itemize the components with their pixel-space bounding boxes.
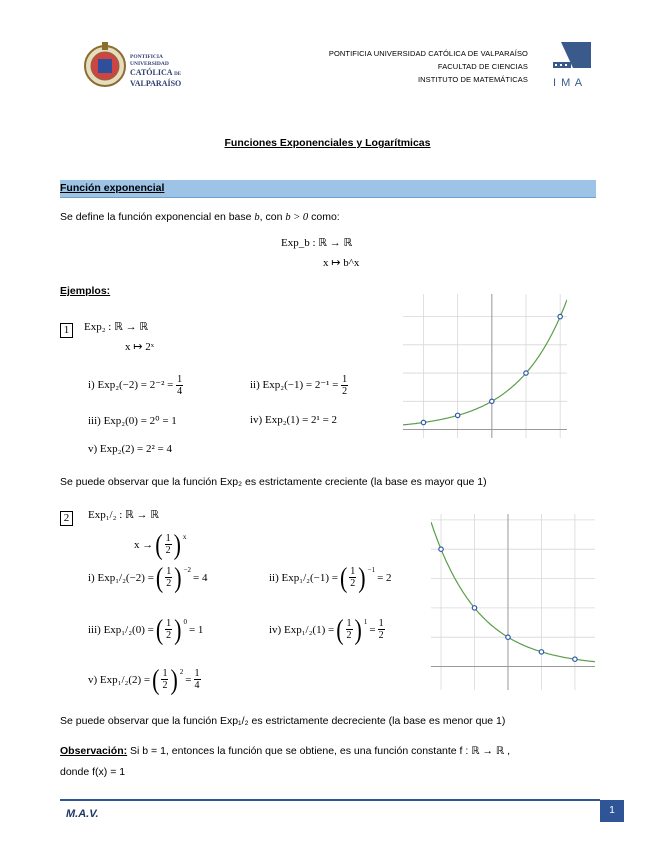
remark-line2: donde f(x) = 1 [60, 766, 126, 778]
data-point [439, 547, 443, 551]
example2-item-i: i) Exp₁/₂(−2) = ( $\frac{1}{2}$ ) $^{-2}$ = 4 [88, 560, 208, 594]
chart-exp-half [431, 514, 595, 690]
definition-map-line1: Exp_b : ℝ → ℝ [281, 237, 353, 249]
example2-item-ii: ii) Exp₁/₂(−1) = ( $\frac{1}{2}$ ) $^{-1}$ = 2 [269, 560, 392, 594]
page-number-badge: 1 [600, 800, 624, 822]
university-seal-icon [82, 40, 128, 90]
data-point [539, 650, 543, 654]
ima-logo [551, 42, 591, 92]
chart-background [403, 294, 567, 438]
example1-number: 1 [60, 320, 73, 338]
example2-item-v: v) Exp₁/₂(2) = ( $\frac{1}{2}$ ) $^2$ = $\frac{1}{4}$ [88, 662, 200, 696]
example1-map-line1: Exp₂ : ℝ → ℝ [84, 321, 149, 333]
data-point [421, 420, 425, 424]
example2-number: 2 [60, 508, 73, 526]
logo-line-4: VALPARAÍSO [130, 79, 182, 88]
example2-observation: Se puede observar que la función Exp₁/₂ es estrictamente decreciente (la base es menor que 1) [60, 715, 506, 727]
data-point [524, 371, 528, 375]
logo-line-1: PONTIFICIA [130, 54, 164, 60]
example1-item-ii: ii) Exp₂(−1) = 2⁻¹ = $\frac{1}{2}$ [250, 374, 348, 397]
data-point [573, 657, 577, 661]
data-point [455, 413, 459, 417]
example1-item-i: i) Exp₂(−2) = 2⁻² = $\frac{1}{4}$ [88, 374, 183, 397]
example1-map-line2: x ↦ 2ˣ [125, 341, 154, 353]
header-university: PONTIFICIA UNIVERSIDAD CATÓLICA DE VALPARAÍSO [328, 49, 528, 58]
data-point [506, 635, 510, 639]
section-banner [60, 180, 596, 198]
example1-item-v: v) Exp₂(2) = 2² = 4 [88, 443, 172, 455]
footer-rule [60, 799, 600, 801]
example2-map-line2: x → ( $\frac{1}{2}$ ) $^x$ [134, 527, 187, 561]
example2-map-line1: Exp₁/₂ : ℝ → ℝ [88, 509, 159, 521]
data-point [558, 314, 562, 318]
definition-text: Se define la función exponencial en base b, con b > 0 como: [60, 211, 340, 223]
ima-logo-text: I M A [553, 77, 584, 89]
example2-item-iv: iv) Exp₁/₂(1) = ( $\frac{1}{2}$ ) $^1$ = $\frac{1}{2}$ [269, 612, 384, 646]
ima-logo-icon [551, 42, 591, 76]
header-faculty: FACULTAD DE CIENCIAS [437, 62, 528, 71]
example1-observation: Se puede observar que la función Exp₂ es estrictamente creciente (la base es mayor que 1) [60, 476, 487, 488]
logo-line-2: UNIVERSIDAD [130, 61, 169, 67]
chart-background [431, 514, 595, 690]
logo-line-3: CATÓLICA DE [130, 68, 182, 77]
page-title: Funciones Exponenciales y Logarítmicas [224, 137, 431, 149]
chart-exp2 [403, 294, 567, 438]
header-institute: INSTITUTO DE MATEMÁTICAS [417, 75, 528, 84]
example2-item-iii: iii) Exp₁/₂(0) = ( $\frac{1}{2}$ ) $^0$ = 1 [88, 612, 204, 646]
example1-item-iii: iii) Exp₂(0) = 2⁰ = 1 [88, 415, 177, 427]
example1-item-iv: iv) Exp₂(1) = 2¹ = 2 [250, 414, 338, 426]
remark: Observación: Si b = 1, entonces la función que se obtiene, es una función constante f : ℝ → ℝ , [60, 745, 511, 757]
data-point [472, 606, 476, 610]
footer-initials: M.A.V. [66, 808, 99, 820]
examples-label: Ejemplos: [60, 285, 111, 297]
university-logo [82, 40, 192, 90]
data-point [490, 399, 494, 403]
definition-map-line2: x ↦ b^x [323, 257, 360, 269]
section-title: Función exponencial [60, 182, 165, 194]
